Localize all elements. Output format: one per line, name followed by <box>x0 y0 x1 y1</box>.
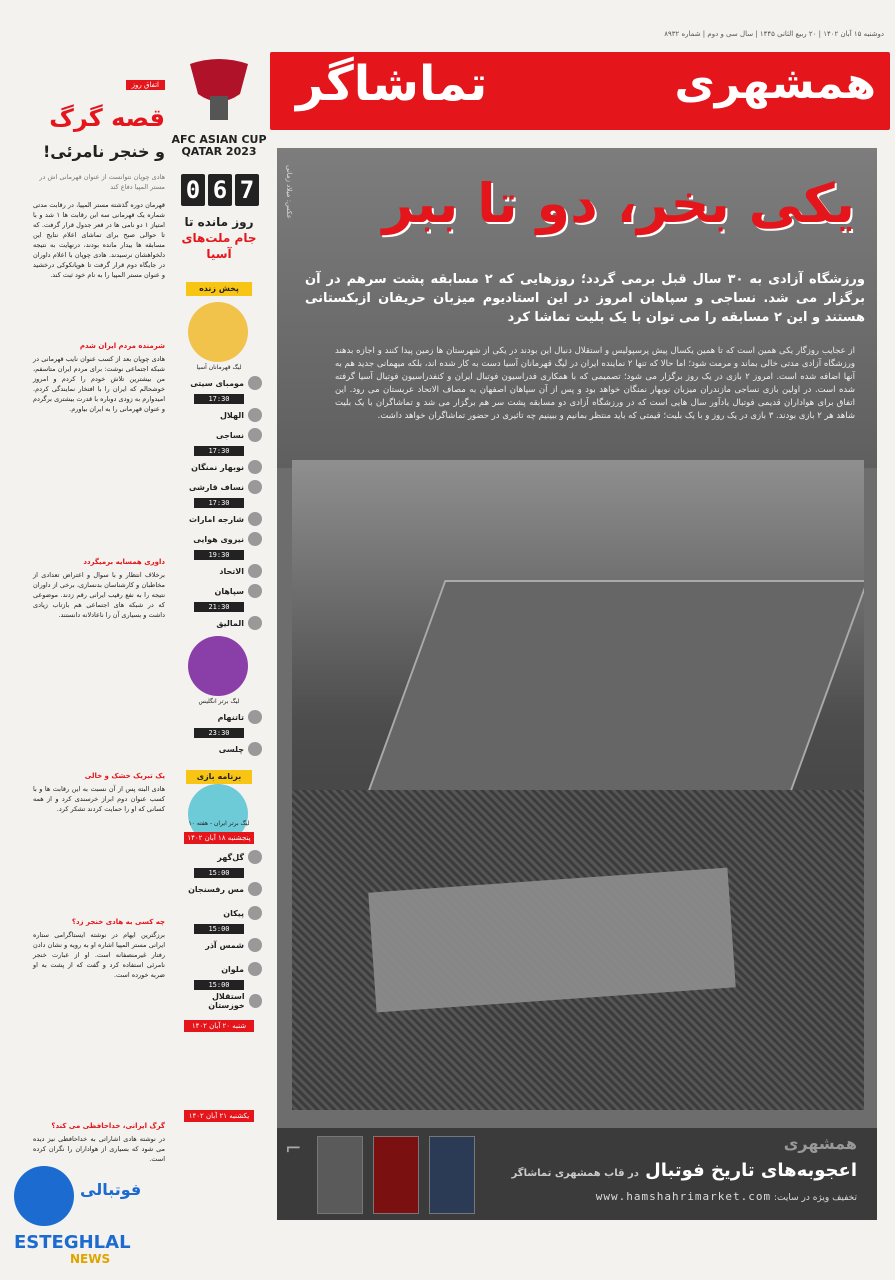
count-digit: 7 <box>235 174 259 206</box>
pl-fixtures <box>174 706 264 756</box>
story-title-2: و خنجر نامرئی! <box>43 142 165 161</box>
match-time: 15:00 <box>194 924 244 934</box>
match-home <box>176 706 262 728</box>
fixtures-column <box>170 50 268 1220</box>
match-home <box>176 902 262 924</box>
team-crest-icon <box>248 742 262 756</box>
ad-title-suffix: در قاب همشهری تماشاگر <box>511 1168 639 1179</box>
story-subhead: داوری همسایه برمیگردد <box>83 558 165 566</box>
match-home <box>176 580 262 602</box>
team-name: تاتنهام <box>217 712 244 722</box>
team-name: الهلال <box>219 410 244 420</box>
team-name: سپاهان <box>214 586 244 596</box>
count-digit: 6 <box>208 174 232 206</box>
match-time: 17:30 <box>194 394 244 404</box>
team-crest-icon <box>248 584 262 598</box>
countdown <box>178 174 262 208</box>
team-crest-icon <box>248 710 262 724</box>
watermark <box>10 1160 170 1270</box>
esteghlal-logo-icon <box>14 1166 74 1226</box>
team-crest-icon <box>248 616 262 630</box>
flag-banner-shape <box>368 868 735 1013</box>
match-away <box>176 878 262 900</box>
countdown-label <box>170 214 268 262</box>
stadium-photo <box>292 460 864 1110</box>
days-label: روز مانده تا <box>184 215 254 229</box>
subheadline: ورزشگاه آزادی به ۳۰ سال قبل برمی گردد؛ روزهایی که ۲ مسابقه پشت سرهم در آن برگزار می شد. نساجی و سپاهان امروز در این استادیوم میزبان حریفان ازبکستانی هستند و این ۲ مسابقه را می توان با یک بلیت تماشا کرد <box>305 272 865 325</box>
ad-subline <box>596 1190 857 1203</box>
match-home <box>176 476 262 498</box>
afc-title <box>170 134 268 158</box>
match-away <box>176 934 262 956</box>
count-digit: 0 <box>181 174 205 206</box>
brand-bar <box>270 52 890 130</box>
team-name: المالیق <box>216 618 244 628</box>
match-away <box>176 612 262 634</box>
date-bar: شنبه ۲۰ آبان ۱۴۰۲ <box>184 1020 254 1032</box>
match-away <box>176 560 262 582</box>
story-para: برزگترین ایهام در نوشته ایستاگرامی ستاره ایرانی مستر المپیا اشاره او به رویه و نشان دادن رفتار غیرمنصفانه است. او از عبارت خنجر نامرئی استفاده کرد و گفت که از پشت به او ضربه خورده است. <box>33 931 165 979</box>
team-name: مومبای سیتی <box>190 378 244 388</box>
team-crest-icon <box>248 512 262 526</box>
irl-fixtures-1 <box>174 846 264 1066</box>
category-badge: اتفاق روز <box>126 80 165 90</box>
match-home <box>176 424 262 446</box>
pitch-shape <box>359 580 864 814</box>
article-body: از عجایب روزگار یکی همین است که تا همین یکسال پیش پرسپولیس و استقلال دنبال این بودند در یکی از شهرستان ها زمین پیدا کنند و اجازه بدهند ورزشگاه آزادی مدتی خالی بماند و مرمت شود؛ اما حالا که تنها ۲ نماینده ایران در لیگ قهرمانان آسیا دست به کار شده اند، بلکه میهمانی جدید هم به آنها اضافه شده است. امروز ۲ بازی در یک روز برگزار می شود؛ تصمیمی که با همکاری فدراسیون فوتبال ایران و کنفدراسیون فوتبال آسیا گرفته شده است. در اولین بازی نساجی مازندران میزبان نوبهار نمنگان خواهد بود و پس از آن سپاهان اصفهان به مصاف الاتحاد عربستان می رود. این اتفاق برای هواداران قدیمی فوتبال یادآور سال هایی است که در ورزشگاه آزادی دو مسابقه پشت سر هم برگزار می شد و تماشاگران با یک بلیت شاهد هر ۲ بازی بودند. ۳ بازی در یک روز و با یک بلیت؛ قیمتی که باید منتظر بمانیم و ببینیم چه تاثیری در حضور تماشاگران خواهد داشت. <box>335 346 856 421</box>
team-crest-icon <box>248 882 262 896</box>
team-name: ملوان <box>221 964 244 974</box>
ad-banner[interactable] <box>277 1128 877 1220</box>
pl-logo-icon <box>188 636 248 696</box>
book-cover-1 <box>317 1136 363 1214</box>
team-name: نساف قارشی <box>188 482 244 492</box>
ad-url-link[interactable]: www.hamshahrimarket.com <box>595 1190 772 1203</box>
team-name: شارجه امارات <box>189 514 244 524</box>
ad-sub-label: تخفیف ویژه در سایت: <box>773 1193 857 1203</box>
watermark-persian: فوتبالی <box>80 1180 142 1199</box>
book-cover-3 <box>429 1136 475 1214</box>
team-crest-icon <box>249 994 262 1008</box>
afc-label: AFC ASIAN CUP <box>171 133 267 146</box>
book-cover-2 <box>373 1136 419 1214</box>
match-home <box>176 372 262 394</box>
team-crest-icon <box>248 532 262 546</box>
match-time: 17:30 <box>194 446 244 456</box>
masthead <box>270 28 890 138</box>
match-away <box>176 404 262 426</box>
story-para: برخلاف انتظار و با سوال و اعتراض تعدادی از مخاطبان و کارشناسان بدنسازی، برخی از داوران نتیجه را به نفع رقیب ایرانی رقم زدند. موضوعی که در شبکه های اجتماعی هم بازتاب زیادی داشت و بسیاری آن را ناعادلانه دانستند. <box>33 571 165 619</box>
headline: یکی بخر، دو تا ببر <box>382 172 855 235</box>
match-time: 21:30 <box>194 602 244 612</box>
team-crest-icon <box>248 564 262 578</box>
match-time: 17:30 <box>194 498 244 508</box>
qatar-label: QATAR 2023 <box>181 145 257 158</box>
story-para: در نوشته هادی اشاراتی به خداحافظی نیز دیده می شود که بسیاری از هواداران را نگران کرده است. <box>33 1135 165 1163</box>
match-away <box>176 990 262 1012</box>
ad-title <box>512 1160 857 1181</box>
date-bar: پنجشنبه ۱۸ آبان ۱۴۰۲ <box>184 832 254 844</box>
left-column <box>30 50 165 1220</box>
team-crest-icon <box>248 408 262 422</box>
team-crest-icon <box>248 376 262 390</box>
match-home <box>176 528 262 550</box>
team-name: نساجی <box>215 430 244 440</box>
program-tag: برنامه بازی <box>186 770 252 784</box>
ad-brand: همشهری <box>783 1134 857 1153</box>
team-name: چلسی <box>218 744 244 754</box>
team-crest-icon <box>248 962 262 976</box>
match-home <box>176 846 262 868</box>
match-away <box>176 738 262 760</box>
match-time: 19:30 <box>194 550 244 560</box>
dateline: دوشنبه ۱۵ آبان ۱۴۰۲ | ۲۰ ربیع الثانی ۱۴۴۵ | سال سی و دوم | شماره ۸۹۳۲ <box>664 30 884 38</box>
acl-logo-icon <box>188 302 248 362</box>
team-name: مس رفسنجان <box>188 884 244 894</box>
date-bar: یکشنبه ۲۱ آبان ۱۴۰۲ <box>184 1110 254 1122</box>
story-subhead: یک تبریک خشک و خالی <box>84 772 165 780</box>
watermark-brand: ESTEGHLAL <box>14 1232 131 1253</box>
match-away <box>176 508 262 530</box>
match-time: 23:30 <box>194 728 244 738</box>
story-para: هادی البته پس از آن نسبت به این رقابت ها و با کسب عنوان دوم ابراز خرسندی کرد و از همه کسانی که او را حمایت کردند تشکر کرد. <box>33 785 165 813</box>
acl-fixtures <box>174 372 264 642</box>
live-tag: پخش زنده <box>186 282 252 296</box>
story-lead: هادی چوپان نتوانست از عنوان قهرمانی اش در مستر المپیا دفاع کند <box>39 173 165 191</box>
team-crest-icon <box>248 850 262 864</box>
match-away <box>176 456 262 478</box>
story-subhead: چه کسی به هادی خنجر زد؟ <box>71 918 165 926</box>
brand-name: همشهری <box>674 58 876 109</box>
afc-trophy-icon <box>180 54 258 124</box>
team-name: شمس آذر <box>205 940 244 950</box>
team-name: پیکان <box>223 908 244 918</box>
pl-name: لیگ برتر انگلیس <box>198 698 240 705</box>
team-name: نیروی هوایی <box>193 534 244 544</box>
team-crest-icon <box>248 938 262 952</box>
watermark-news: NEWS <box>70 1252 111 1266</box>
team-crest-icon <box>248 460 262 474</box>
story-subhead: گرگ ایرانی، خداحافظی می کند؟ <box>51 1122 165 1130</box>
team-name: گل‌گهر <box>217 852 244 862</box>
ad-title-main: اعجوبه‌های تاریخ فوتبال <box>645 1160 857 1181</box>
story-para: قهرمان دوره گذشته مستر المپیا، در رقابت مدتی شماره یک قهرمانی سه ابن رقابت ها ۱ شد و با امتیاز ۱ دو نامی ها در قعر جدول قرار گرفت. که تا حوالی صبح برای تماشای اعلام نتایج این مسابقه ها بیدار مانده بودند، درنهایت به نتیجه دلخواهشان نرسیدند. هادی چوپان با اعلام داوران در جایگاه دوم قرار گرفت تا هوپانکوکی درخشید و عنوان مستر المپیا را به نام خود ثبت کند. <box>33 201 165 279</box>
story-para: هادی چوپان بعد از کسب عنوان نایب قهرمانی در شبکه اجتماعی نوشت: برای مردم ایران متاسفم، من بیشترین تلاش خودم را کردم و امروز خوشحالم که ایران را با افتخار نمایندگی کردم. امیدوارم به زودی دوباره با قدرت بیشتری برگردم و عنوان قهرمانی را به ایران بیاورم. <box>33 355 165 413</box>
match-time: 15:00 <box>194 868 244 878</box>
team-crest-icon <box>248 480 262 494</box>
irl-name: لیگ برتر ایران - هفته ۱۰ <box>188 820 250 827</box>
section-title: تماشاگر <box>296 56 488 112</box>
team-name: الاتحاد <box>219 566 244 576</box>
match-time: 15:00 <box>194 980 244 990</box>
event-label: جام ملت‌های آسیا <box>181 231 257 261</box>
match-home <box>176 958 262 980</box>
story-subhead: شرمنده مردم ایران شدم <box>79 342 165 350</box>
team-crest-icon <box>248 906 262 920</box>
team-name: نوبهار نمنگان <box>191 462 244 472</box>
corner-mark-icon: ⌐ <box>285 1136 302 1160</box>
acl-name: لیگ قهرمانان آسیا <box>196 364 242 371</box>
photo-credit: عکس: میلاد زمانی <box>285 165 293 219</box>
team-name: استقلال خوزستان <box>208 992 245 1010</box>
story-title: قصه گرگ <box>49 104 165 132</box>
team-crest-icon <box>248 428 262 442</box>
